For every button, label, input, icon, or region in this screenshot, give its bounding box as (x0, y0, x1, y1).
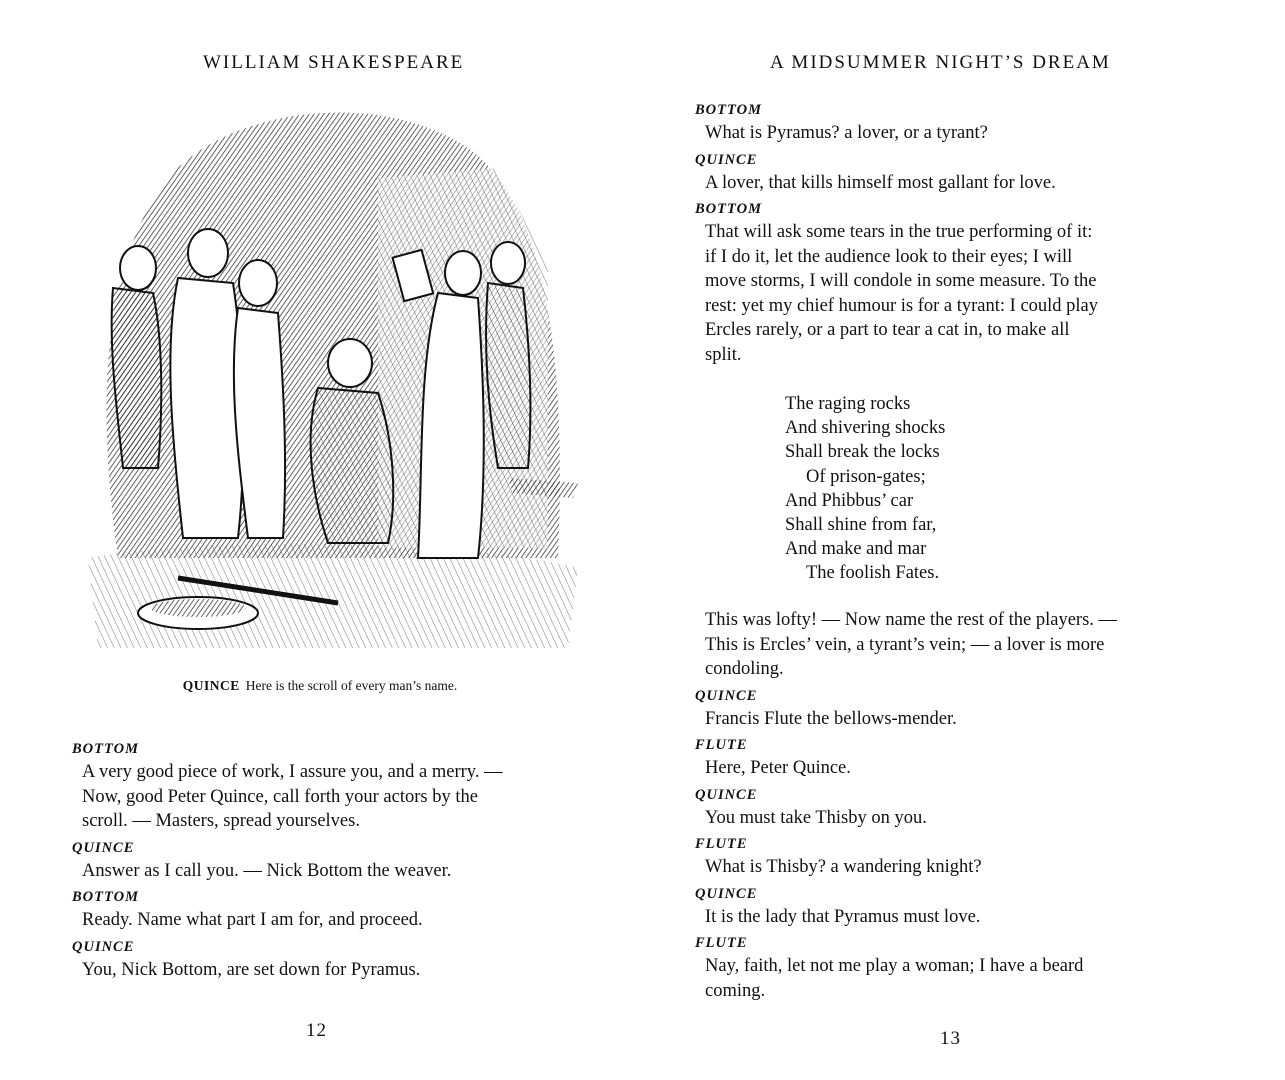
caption-text: Here is the scroll of every man’s name. (245, 678, 458, 693)
speech-line: You, Nick Bottom, are set down for Pyramus. (82, 959, 421, 980)
speech-line: This is Ercles’ vein, a tyrant’s vein; — a lover is more (705, 634, 1105, 655)
engraving-illustration (78, 88, 578, 668)
verse-line: And Phibbus’ car (785, 490, 914, 511)
speech-line: Here, Peter Quince. (705, 758, 851, 778)
speech (705, 954, 1255, 1003)
illustration-caption (0, 678, 640, 694)
speaker-name: BOTTOM (72, 741, 139, 757)
verse-line: The foolish Fates. (806, 563, 940, 584)
speech-line: move storms, I will condole in some measure. To the (705, 271, 1097, 291)
speech (82, 760, 592, 834)
speech (82, 859, 592, 884)
speech-line: scroll. — Masters, spread yourselves. (82, 811, 360, 831)
speech-line: That will ask some tears in the true performing of it: (705, 222, 1093, 242)
speaker-name: QUINCE (695, 786, 758, 803)
verse-line: The raging rocks (785, 394, 911, 414)
speech-line: Francis Flute the bellows-mender. (705, 708, 957, 729)
speech (705, 806, 1255, 831)
page-number-right: 13 (940, 1028, 961, 1049)
speech-line: Ready. Name what part I am for, and proceed. (82, 910, 423, 930)
speech (705, 707, 1255, 732)
left-dialogue (72, 738, 592, 985)
speaker-name: QUINCE (695, 885, 758, 902)
speech-continuation (705, 608, 1255, 682)
speaker-name: QUINCE (695, 151, 758, 168)
right-dialogue-top (695, 99, 1255, 370)
speech-line: Ercles rarely, or a part to tear a cat in, to make all (705, 320, 1070, 340)
speech (705, 905, 1255, 930)
speech-line: A lover, that kills himself most gallant for love. (705, 172, 1056, 193)
running-head-author: WILLIAM SHAKESPEARE (203, 52, 465, 73)
speech-line: Now, good Peter Quince, call forth your actors by the (82, 786, 478, 807)
speech-line: condoling. (705, 659, 784, 679)
speech (705, 220, 1255, 367)
speech-line: A very good piece of work, I assure you, and a merry. — (82, 762, 503, 782)
speaker-name: FLUTE (695, 935, 748, 951)
speaker-name: FLUTE (695, 737, 748, 753)
speech (705, 121, 1255, 146)
left-page (0, 0, 640, 1080)
speech (82, 908, 592, 933)
verse-line: Shall break the locks (785, 442, 940, 463)
caption-speaker: QUINCE (182, 678, 240, 693)
speech-line: split. (705, 344, 742, 365)
verse-line: And shivering shocks (785, 418, 946, 439)
speaker-name: BOTTOM (695, 201, 762, 217)
speech-line: Nay, faith, let not me play a woman; I have a beard (705, 956, 1084, 976)
page-number-left: 12 (306, 1020, 327, 1041)
speaker-name: QUINCE (72, 839, 135, 856)
verse-line: And make and mar (785, 539, 927, 560)
speech (705, 171, 1255, 196)
speech-line: Answer as I call you. — Nick Bottom the weaver. (82, 860, 452, 881)
speech-line: rest: yet my chief humour is for a tyrant: I could play (705, 295, 1099, 316)
right-page (640, 0, 1285, 1080)
verse-line: Shall shine from far, (785, 515, 937, 536)
speaker-name: QUINCE (695, 687, 758, 704)
speech (705, 756, 1255, 781)
speaker-name: BOTTOM (72, 889, 139, 905)
verse-block (785, 392, 945, 586)
speech (82, 958, 592, 983)
speech-line: What is Pyramus? a lover, or a tyrant? (705, 123, 988, 143)
speech (705, 855, 1255, 880)
running-head-title: A MIDSUMMER NIGHT’S DREAM (770, 52, 1111, 73)
speaker-name: BOTTOM (695, 102, 762, 118)
right-dialogue-bottom (695, 608, 1255, 1006)
speech-line: coming. (705, 980, 766, 1001)
speech-line: if I do it, let the audience look to their eyes; I will (705, 246, 1073, 267)
speech-line: It is the lady that Pyramus must love. (705, 906, 981, 927)
speaker-name: FLUTE (695, 836, 748, 852)
speech-line: You must take Thisby on you. (705, 807, 927, 828)
speaker-name: QUINCE (72, 938, 135, 955)
verse-line: Of prison-gates; (806, 466, 926, 487)
speech-line: What is Thisby? a wandering knight? (705, 857, 982, 877)
speech-line: This was lofty! — Now name the rest of the players. — (705, 610, 1118, 630)
